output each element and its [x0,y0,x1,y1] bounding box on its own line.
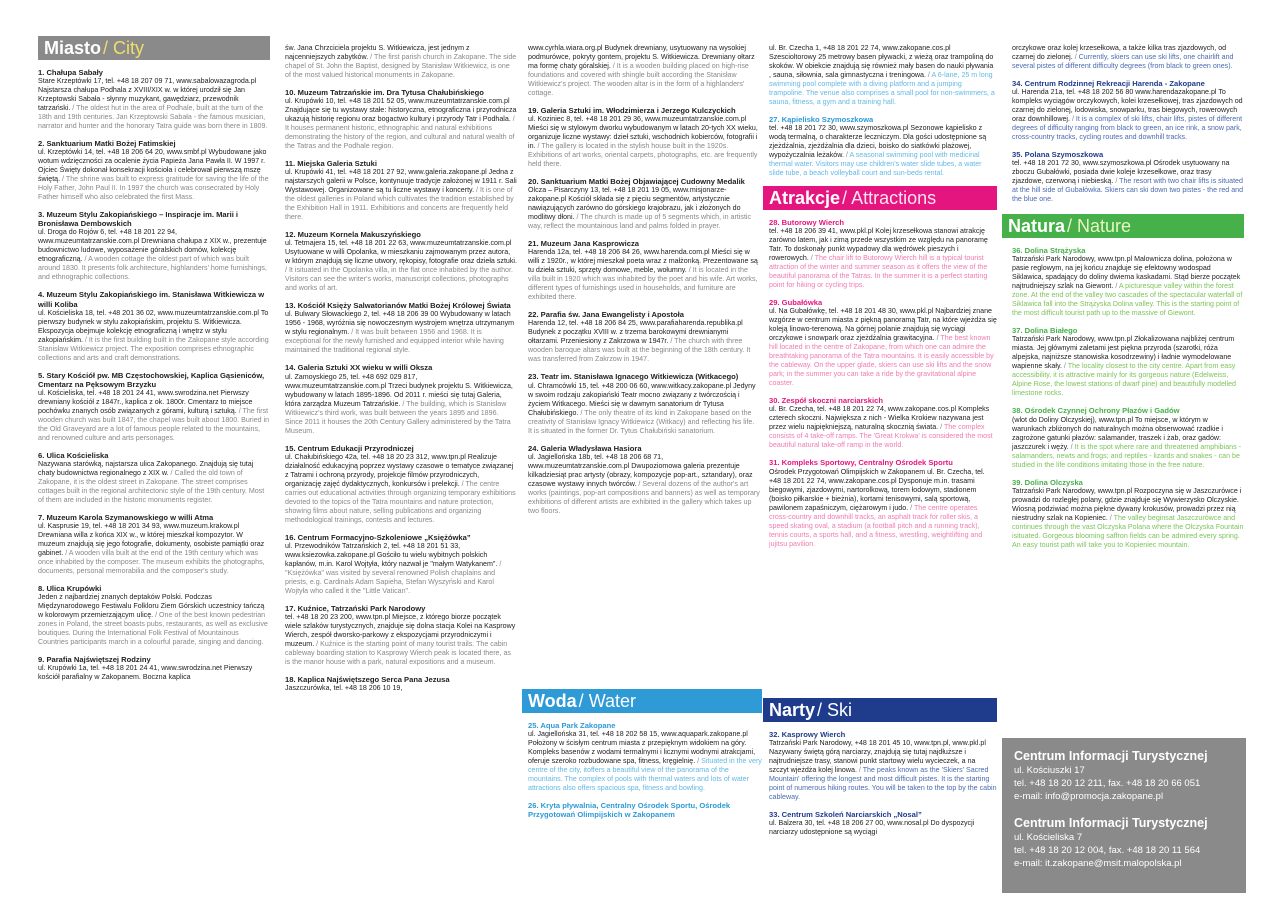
section-title-pl: Woda [528,690,577,711]
entry-text-en: The building, which is Stanisław Witkiewicz's third work, was built between the years 1895 and 1896. Since 2011 it houses the 20th Century Gallery administered by the Tatra Museum. [285,399,511,435]
entry-title: 2. Sanktuarium Matki Bożej Fatimskiej [38,139,176,149]
entry-text-en: The peaks known as the 'Skiers' Sacred Mountain' offering the longest and most difficult pistes. It is the starting point of numerous hiking routes. You will be taken to the top by the cabin cableway. [769,766,997,802]
list-item [38,513,270,576]
entry-title: 3. Muzeum Stylu Zakopiańskiego – Inspiracje im. Marii i Bronisława Dembowskich [38,210,239,229]
entry-body: ul. Kościeliska 18, tel. +48 201 36 02, www.muzeumtatrzanskie.com.pl To pierwszy budynek w stylu zakopiańskim, projektu S. Witkiewicza. Ekspozycja obejmuje kolekcję etnograficzną i wnętrz w stylu zakopiańskim. / It is the first building built in the Zakopane style according Stanisław Witkiewicz project. The exposition comprises ethnographic collections and arts and craft demonstrations. [38,308,269,362]
entry-body: ul. Krzeptówki 14, tel. +48 18 206 64 20, www.smbf.pl Wybudowane jako wotum wdzięczności za ocalenie życia Papieża Jana Pawła II. W 1997 r. Ojciec Święty dokonał konsekracji kościoła i celebrował pierwszą mszę świętą. / The shrine was built to express gratitude for saving the life of the Holy Father, John Paul II. In 1997 the church was consecrated by Holy Father himself who also celebrated the first Mass. [38,148,269,202]
entry-text-pl: ul. Krzeptówki 14, tel. +48 18 206 64 20, www.smbf.pl Wybudowane jako wotum wdzięczności za ocalenie życia Papieża Jana Pawła II. W 1997 r. Ojciec Święty dokonał konsekracji kościoła i celebrował pierwszą mszę świętą. [38,148,267,184]
entry-text-en: The gallery is located in the stylish house built in the 1920s. Exhibitions of art works, oriental carpets, photographs, etc. are frequently held there. [528,142,758,169]
entry-body: Tatrzański Park Narodowy, +48 18 201 45 10, www.tpn.pl, www.pkl.pl Nazywany świętą górą narciarzy, znajdują się tutaj najdłuższe i najtrudniejsze trasy, stanowi punkt startowy wielu wycieczek, a na szczyt wjeżdża kolej linowa. / The peaks known as the 'Skiers' Sacred Mountain' offering the longest and most difficult pistes. It is the starting point of numerous hiking routes. You will be taken to the top by the cabin cableway. [769,739,997,802]
entry-text-en: The valley beginsat Jaszczurówce and continues through the vast Olczyska Polana where the Olczyska Fountain isituated. Gorgeous blooming saffron fields can be admired every spring. An easy tourist path will take you to Kopieniec mountain. [1012,513,1244,549]
entry-text-pl: ul. Krupówki 10, tel. +48 18 201 52 05, www.muzeumtatrzanskie.com.pl Znajdujące się tu wystawy stałe: historyczna, etnograficzna i przyrodnicza ukazują historię regionu oraz bogactwo kultury i przyrody Tatr i Podhala. [285,97,517,124]
list-item [285,363,517,435]
list-item [769,218,997,290]
entry-text-pl: tel. +48 18 201 72 30, www.szymoszkowa.pl Ośrodek usytuowany na zboczu Gubałówki, posiada dwie koleje krzesełkowe, oraz trasy zjazdowe, czerwoną i niebieską. [1012,159,1230,186]
entry-text-en: Currently, skiers can use ski lifts, one chairlift and several pistes of different difficulty degrees (from black to green ones). [1012,53,1234,70]
entry-text-pl: Ośrodek Przygotowań Olimpijskich w Zakopanem ul. Br. Czecha, tel. +48 18 201 22 74, www.zakopane.cos.pl Dysponuje m.in. trasami biegowymi, zjazdowymi, nartorolkową, torem łodowym, stadionem (boisko piłkarskie + bieżnia), kortami tenisowymi, salą sportową, pawilonem zapaśniczym, ciężarowym i judo. [769,467,985,512]
entry-text-pl: Tatrzański Park Narodowy, www.tpn.pl Malownicza dolina, położona w pasie reglowym, na jej końcu znajduje się efektowny wodospad Siklawica, spadający do doliny dwiema kaskadami. Stąd bierze początek najtrudniejszy szlak na Giewont. [1012,255,1241,291]
city-entries [38,68,270,682]
attraction-entries [769,218,997,548]
section-title-pl: Atrakcje [769,187,841,208]
entry-text-pl: tel. +48 18 201 72 30, www.szymoszkowa.pl Sezonowe kąpielisko z wodą termalną, o charakterze leczniczym. Dla gości udostępnione są zjeżdżalnia, zjeżdżalnia dla dzieci, boisko do siatkówki plażowej, wypożyczalnia leżaków. [769,124,987,160]
info-title: Centrum Informacji Turystycznej [1014,749,1208,763]
entry-text-en: One of the best known pedestrian zones in Poland, the street boasts pubs, restaurants, as well as exclusive boutiques. During the International Folk Festival of Mountainous Countries participants march in a colourful parade, singing and dancing. [38,611,268,647]
entry-body: ul. Chramcówki 15, tel. +48 200 06 60, www.witkacy.zakopane.pl Jedyny w swoim rodzaju zakopiański Teatr mocno związany z twórczością i życiem Witkacego. Mieści się w dawnym sanatorium dr Tytusa Chałubińskiego. / The only theatre of its kind in Zakopane based on the creativity of Stanisław Ignacy Witkiewicz (Witkacy) and reflecting his life. It is situated in the former Dr. Tytus Chałubiński sanatorium. [528,381,756,435]
entry-text-en: The locality closest to the city centre. Apart from easy accessibility, it is attractive mainly for its gorgeous nature (Edelweiss, Alpine Rose, the lowest stations of dwarf pine) and beautifully modelled limestone rocks. [1012,362,1236,398]
section-header-attractions [763,186,997,210]
info-address: ul. Kościuszki 17 [1014,764,1085,776]
entry-text-en: It is located in the villa built in 1920 which was inhabited by the poet and his wife. Art works, different types of furnishings used in households, and furniture are exhibited there. [528,266,758,302]
entry-text-pl: Tatrzański Park Narodowy, www.tpn.pl Rozpoczyna się w Jaszczurówce i prowadzi do rozległej polany, gdzie znajduje się Wywierzysko Olczyskie. Wiosną podziwiać można piękne dywany krokusów, prowadzi przez nią niestrudny szlak na Kopieniec. [1012,486,1242,522]
entry-body: Harenda 12a, tel. +48 18 206 84 26, www.harenda.com.pl Mieści się w willi z 1920r., w której mieszkał poeta wraz z małżonką. Prezentowane są tu dzieła sztuki, sprzęty domowe, meble, wołumny. / It is located in the villa built in 1920 which was inhabited by the poet and his wife. Art works, different types of furnishings used in households, and furniture are exhibited there. [528,248,758,302]
entry-body: ul. Harenda 21a, tel. +48 18 202 56 80 www.harendazakopane.pl To kompleks wyciągów orczykowych, kolei krzesełkowej, tras zjazdowych od czarnej do zielonej, lodowiska, snowparku, tras biegowych, rowerowych oraz downhillowej. / It is a complex of ski lifts, chair lifts, pistes of different degrees of difficulty ranging from black to green, an ice rink, a snow park, cross-country tracks, cycling routes and downhill tracks. [1012,88,1243,142]
entry-text-pl: Nazywana starówką, najstarsza ulica Zakopanego. Znajdują się tutaj chaty budownictwa regionalnego z XIX w. [38,459,254,477]
list-item [38,210,270,282]
entry-text-en: "Księżówka" was visited by several renowned Polish chaplains and priests, e.g. Cardinals Adam Sapieha, Stefan Wyszyński and Karol Wojtyła who called it the "Little Vatican". [285,568,496,595]
entry-text-pl: ul. Zamoyskiego 25, tel. +48 692 029 817, www.muzeumtatrzanskie.com.pl Trzeci budynek projektu S. Witkiewicza, wybudowany w latach 1895-1896. Od 2011 r. mieści się tutaj Galeria, która zarządza Muzeum Tatrzańskie. [285,372,513,408]
column-city-water [528,44,762,820]
list-item [528,106,760,169]
entry-text-en: It houses permanent historic, ethnographic and natural exhibitions demonstrating the history of the region, and cultural and natural wealth of the Tatras and the Podhale region. [285,124,515,151]
entry-text-pl: ul. Harenda 21a, tel. +48 18 202 56 80 www.harendazakopane.pl To kompleks wyciągów orczykowych, kolei krzesełkowej, tras zjazdowych od czarnej do zielonej, lodowiska, snowparku, tras biegowych, rowerowych oraz downhillowej. [1012,88,1243,124]
entry-text-pl: tel. +48 18 20 23 200, www.tpn.pl Miejsce, z którego biorze początek wiele szlaków turystycznych, znajduje się dolna stacja Kolei na Kasprowy Wierch, zespół dworsko-parkowy z ekspozycjami przyrodniczymi i muzeum. [285,612,516,648]
entry-title: 13. Kościół Księży Salwatorianów Matki Bożej Królowej Świata [285,301,511,311]
section-title-pl: Miasto [44,37,102,58]
entry-text-pl: ul. Chramcówki 15, tel. +48 200 06 60, www.witkacy.zakopane.pl Jedyny w swoim rodzaju zakopiański Teatr mocno związany z twórczością i życiem Witkacego. Mieści się w dawnym sanatorium dr Tytusa Chałubińskiego. [528,381,756,417]
water-entries [522,721,762,819]
entry-body: ul. Jagiellońska 31, tel. +48 18 202 58 15, www.aquapark.zakopane.pl Położony w ścisłym centrum miasta z przepięknym widokiem na góry. Kompleks basenów z wodami termalnymi i licznymi wodnymi atrakcjami, oferuje szeroko rozbudowane spa, fitness, kręgielnię. / Situated in the very centre of the city, itoffers a beautiful view of the panorama of the mountains. The complex of pools with thermal waters and lots of water attractions also offers spacious spa, fitness and bowling. [528,730,762,793]
entry-text-en: Called the old town of Zakopane, it is the oldest street in Zakopane. The street comprises cottages built in the regional architectonic style of the 19th century. Most of them are included in the historic monuments register. [38,468,265,504]
entry-text-en: The centre carries out educational activities through organizing temporary exhibitions devoted to the topics of the Tatra mountains and nature protection, showing films about nature, selling publications and organizing methodological trainings, contests and lectures. [285,479,516,524]
city-entries-continued-2 [528,44,760,516]
entry-text-en: A 6-lane, 25 m long swimming pool complete with a diving platform and a jumping trampoline. The venue also comprises a small pool for non-swimmers, a sauna, fitness, a gym and a training hall. [769,71,995,106]
entry-title: 36. Dolina Strążyska [1012,246,1086,256]
entry-body: ul. Droga do Rojów 6, tel. +48 18 201 22 94, www.muzeumtatrzanskie.com.pl Drewniana chałupa z XIX w., prezentuje budownictwo ludowe, wyposażenie góralskich domów, kolekcję etnograficzną. / A wooden cottage the oldest part of which was built around 1830. It presents folk architecture, highlanders' home furnishings, and ethnographic collections. [38,228,267,282]
entry-body: ul. Br. Czecha, tel. +48 18 201 22 74, www.zakopane.cos.pl Kompleks czterech skoczni. Największa z nich - Wielka Krokiew nazywana jest przez wielu najpiękniejszą, naturalną skocznią świata. / The complex consists of 4 take-off ramps. The 'Great Krokwa' is considered the most beautiful natural take-off ramp in the world. [769,405,993,450]
entry-text-pl: ul. Na Gubałówkę, tel. +48 18 201 48 30, www.pkl.pl Najbardziej znane wzgórze w centrum miasta z piękną panoramą Tatr, na które wjeżdża się koleją linowo-terenową. Na górnej polanie znajdują się wyciągi orczykowe i snowpark oraz zjeżdżalnia grawitacyjna. [769,307,997,343]
entry-body: (wlot do Doliny Olczyskiej), www.tpn.pl To miejsce, w którym w warunkach zbliżonych do naturalnych można obserwować rzadkie i zagrożone gatunki płazów: salamander, traszek i żab, oraz gadów: jaszczurek i węży. / It is the spot where rare and threatened amphibians - salamanders, newts and frogs; and reptiles - lizards and snakes - can be studied in the life conditions imitating those in the free nature. [1012,415,1241,469]
entry-title: 35. Polana Szymoszkowa [1012,150,1104,160]
info-title: Centrum Informacji Turystycznej [1014,816,1208,831]
entry-text-pl: Tatrzański Park Narodowy, www.tpn.pl Złokalizowana najbliżej centrum miasta. Jej głównymi zaletami jest piękna przyroda (szarotki, róża alpejska, najniższe stanowiska kosodrzewiny) i ładnie wymodelowane wapienne skały. [1012,335,1235,371]
entry-body: ul. Krupówki 41, tel. +48 18 201 27 92, www.galeria.zakopane.pl Jedna z najstarszych galerii w Polsce, kontynuuje tradycje założonej w 1911 r. Sali Wystawowej. Organizowane są tu liczne wystawy i koncerty. / It is one of the oldest galleries in Poland which cultivates the tradition established by the Exhibition Hall in 1911. Exhibitions and concerts are frequently held there. [285,168,517,222]
section-header-ski [763,698,997,722]
list-item [285,230,517,293]
entry-text-pl: ul. Br. Czecha, tel. +48 18 201 22 74, www.zakopane.cos.pl Kompleks czterech skoczni. Największa z nich - Wielka Krokiew nazywana jest przez wielu najpiękniejszą, naturalną skocznią świata. [769,405,990,432]
entry-body: Tatrzański Park Narodowy, www.tpn.pl Malownicza dolina, położona w pasie reglowym, na jej końcu znajduje się efektowny wodospad Siklawica, spadający do doliny dwiema kaskadami. Stąd bierze początek najtrudniejszy szlak na Giewont. / A picturesque valley within the forest zone. At the end of the valley two cascades of the spectacular waterfall of Siklawica fall into the Strążyska Dolina valley. This is the starting point of the most difficult tourist path up to the massive of Giewont. [1012,255,1243,318]
entry-title: 37. Dolina Białego [1012,326,1078,336]
entry-body: ul. Kościeliska, tel. +48 18 201 24 41, www.swrodzina.net Pierwszy drewniany kościół z 1847r., kaplica z ok. 1800r. Cmentarz to miejsce pochówku znanych osób związanych z górami, kulturą i sztuką. / The first wooden church was built 1847, the chapel was built about 1800. Buried in the Old Graveyard are a lot of famous people related to the mountains, and renowned culture and arts personages. [38,388,270,442]
list-item [769,298,997,388]
section-title-en: / Nature [1067,215,1132,236]
list-item [769,810,997,837]
entry-body: ul. Krupówki 10, tel. +48 18 201 52 05, www.muzeumtatrzanskie.com.pl Znajdujące się tu wystawy stałe: historyczna, etnograficzna i przyrodnicza ukazują historię regionu oraz bogactwo kultury i przyrody Tatr i Podhala. / It houses permanent historic, ethnographic and natural exhibitions demonstrating the history of the region, and cultural and natural wealth of the Tatras and the Podhale region. [285,97,517,151]
entry-title: 32. Kasprowy Wierch [769,730,846,739]
entry-body: tel. +48 18 201 72 30, www.szymoszkowa.pl Sezonowe kąpielisko z wodą termalną, o charakterze leczniczym. Dla gości udostępnione są zjeżdżalnia, zjeżdżalnia dla dzieci, boisko do siatkówki plażowej, wypożyczalnia leżaków. / A seasonal swimming pool with medicinal thermal water. Visitors may use children's water slide tubes, a water slide tube, a beach volleyball court and sun-beds rental. [769,124,987,178]
entry-text-en: The church is made up of 5 segments which, in artistic way, reflect the mountainous land and palms folded in prayer. [528,213,752,231]
list-item [285,444,517,525]
entry-text-en: It is a wooden building placed on high-rise foundations and covered with shingle built according the Stanisław Witkiewicz's project. The wooden altar is in the form of a highlanders' cottage. [528,62,749,97]
entry-body: www.cyrhla.wiara.org.pl Budynek drewniany, usytuowany na wysokiej podmurówce, pokryty gontem, projektu S. Witkiewicza. Drewniany ołtarz ma formę chaty góralskiej. / It is a wooden building placed on high-rise foundations and covered with shingle built according the Stanisław Witkiewicz's project. The wooden altar is in the form of a highlanders' cottage. [528,44,755,97]
entry-text-pl: ul. Bulwary Słowackiego 2, tel. +48 18 206 39 00 Wybudowany w latach 1956 - 1968, wyróżnia się nowoczesnym wystrojem wnętrza utrzymanym w stylu regionalnym. [285,310,515,337]
list-item [769,730,997,802]
list-item [38,655,270,682]
entry-text-pl: ul. Chałubińskiego 42a, tel. +48 18 20 23 312, www.tpn.pl Realizuje działalność edukacyjną poprzez wystawy czasowe o tematyce związanej z Tatrami i ochroną przyrody, projekcje filmów przyrodniczych, organizację zajęć dydaktycznych, konkursów i prelekcji. [285,452,514,488]
entry-text-en: The only theatre of its kind in Zakopane based on the creativity of Stanisław Ignacy Witkiewicz (Witkacy) and reflecting his life. It is situated in the former Dr. Tytus Chałubiński sanatorium. [528,408,755,435]
entry-title: 6. Ulica Kościeliska [38,450,109,460]
entry-text-pl: ul. Tetmajera 15, tel. +48 18 201 22 63, www.muzeumtatrzanskie.com.pl Usytuowane w willi Opolanka, w mieszkaniu zajmowanym przez autora, w którym znajdują się liczne utwory, rękopisy, fotografie oraz dzieła sztuki. [285,239,517,266]
water-entries-continued [769,44,997,178]
entry-text-en: It is a complex of ski lifts, chair lifts, pistes of different degrees of difficulty ranging from black to green, an ice rink, a snow park, cross-country tracks, cycling routes and downhill tracks. [1012,115,1243,142]
entry-title: 21. Muzeum Jana Kasprowicza [528,239,639,249]
entry-title: 39. Dolina Olczyska [1012,477,1083,487]
list-item [285,604,517,667]
entry-body: ul. Bulwary Słowackiego 2, tel. +48 18 206 39 00 Wybudowany w latach 1956 - 1968, wyróżnia się nowoczesnym wystrojem wnętrza utrzymanym w stylu regionalnym. / It was built between 1956 and 1968. It is exceptional for the newly furnished and equipped interior while having maintained the traditional regional style. [285,310,515,355]
entry-text-pl: św. Jana Chrzciciela projektu S. Witkiewicza, jest jednym z najcenniejszych zabytków. [285,44,470,61]
entry-text-en: A picturesque valley within the forest zone. At the end of the valley two cascades of the spectacular waterfall of Siklawica fall into the Strążyska Dolina valley. This is the starting point of the most difficult tourist path up to the massive of Giewont. [1012,282,1243,318]
entry-title: 15. Centrum Edukacji Przyrodniczej [285,443,414,453]
list-item [528,372,760,435]
entry-text-en: The first wooden church was built 1847, the chapel was built about 1800. Buried in the Old Graveyard are a lot of famous people related to the mountains, and renowned culture and arts personages. [38,406,270,442]
list-item [528,444,760,516]
entry-body: Nazywana starówką, najstarsza ulica Zakopanego. Znajdują się tutaj chaty budownictwa regionalnego z XIX w. / Called the old town of Zakopane, it is the oldest street in Zakopane. The street comprises cottages built in the regional architectonic style of the 19th century. Most of them are included in the historic monuments register. [38,459,265,504]
entry-body: Tatrzański Park Narodowy, www.tpn.pl Rozpoczyna się w Jaszczurówce i prowadzi do rozległej polany, gdzie znajduje się Wywierzysko Olczyskie. Wiosną podziwiać można piękne dywany krokusów, prowadzi przez nią niestrudny szlak na Kopieniec. / The valley beginsat Jaszczurówce and continues through the vast Olczyska Polana where the Olczyska Fountain isituated. Gorgeous blooming saffron fields can be admired every spring. An easy tourist path will take you to Kopieniec mountain. [1012,486,1244,549]
entry-title: 31. Kompleks Sportowy, Centralny Ośrodek Sportu [769,458,953,468]
list-item [528,721,762,793]
entry-text-pl: ul. Jagiellońska 18b, tel. +48 18 206 68 71, www.muzeumtatrzanskie.com.pl Dwupoziomowa galeria prezentuje kilkadziesiąt prac artysty (obrazy, kompozycje pop-art., sztandary), oraz czasowe wystawy innych twórców. [528,452,753,488]
entry-text-en: It isituated in the Opolanka villa, in the flat once inhabited by the author. Visitors can see the writer's works, manuscript collections, photographs and works of art. [285,266,513,293]
list-item [38,584,270,647]
section-header-nature [1002,214,1244,238]
section-title-pl: Narty [769,699,816,720]
entry-title: 28. Butorowy Wierch [769,218,845,228]
list-item [285,301,517,355]
entry-body: ul. Jagiellońska 18b, tel. +48 18 206 68 71, www.muzeumtatrzanskie.com.pl Dwupoziomowa galeria prezentuje kilkadziesiąt prac artysty (obrazy, kompozycje pop-art., sztandary), oraz czasowe wystawy innych twórców. / Several dozens of the author's art works (paintings, pop-art compositions and banners) as well as temporary exhibitions of different artists are exhibited in the gallery which takes up two floors. [528,452,760,515]
entry-text-pl: ul. Krupówki 1a, tel. +48 18 201 24 41, www.swrodzina.net Pierwszy kościół parafialny w Zakopanem. Boczna kaplica [38,664,253,682]
entry-text-pl: Stare Krzeptówki 17, tel. +48 18 207 09 71, www.sabalowazagroda.pl Najstarsza chałupa Podhala z XVIII/XIX w. w której urodził się Jan Krzeptowski Sabała - słynny muzykant, gawędziarz, przewodnik tatrzański. [38,77,257,113]
entry-title: 9. Parafia Najświętszej Rodziny [38,655,151,665]
section-header-city [38,36,270,60]
entry-text-en: The chair lift to Butorowy Wierch hill is a typical tourist attraction of the winter and summer season as it offers the view of the beautiful panorama of the Tatras. In the summer it is a perfect starting point for hiking or cycling trips. [769,254,988,290]
entry-body: Harenda 12, tel. +48 18 206 84 25, www.parafiaharenda.republika.pl Budynek z początku XVIII w. z trzema barokowymi drewnianymi ołtarzami. Przeniesiony z Zakrzowa w 1947r. / The church with three wooden baroque altars was built at the beginning of the 18th century. It was transferred from Zakrzow in 1947. [528,319,751,364]
list-item [285,675,517,693]
entry-text-en: It was built between 1956 and 1968. It is exceptional for the newly furnished and equipped interior while having maintained the traditional regional style. [285,328,504,355]
entry-title: 14. Galeria Sztuki XX wieku w willi Oksza [285,363,433,373]
entry-title: 10. Muzeum Tatrzańskie im. Dra Tytusa Chałubińskiego [285,88,484,97]
entry-title: 33. Centrum Szkoleń Narciarskich „Nosal” [769,810,922,820]
info-phone: tel. +48 18 20 12 211, fax. +48 18 20 66 051 [1014,777,1201,789]
entry-title: 23. Teatr im. Stanisława Ignacego Witkiewicza (Witkacego) [528,372,739,382]
entry-text-pl: Tatrzański Park Narodowy, +48 18 201 45 10, www.tpn.pl, www.pkl.pl Nazywany świętą górą narciarzy, znajdują się tutaj najdłuższe i najtrudniejsze trasy, stanowi punkt startowy wielu wycieczek, a na szczyt wjeżdża kolej linowa. [769,739,986,775]
info-blocks [1014,748,1234,871]
info-block [1014,748,1234,803]
entry-title: 16. Centrum Formacyjno-Szkoleniowe „Księżówka” [285,532,471,542]
list-item [1012,246,1244,318]
entry-body [769,819,997,837]
entry-text-en: The centre operates cross-country and downhill tracks, an asphalt track for roller skis, a speed skating oval, a stadium (a football pitch and a running track), tennis courts, a sports hall, and a fitness, wrestling, weightlifting and jujitsu pavilion. [769,503,983,548]
entry-text-pl: www.cyrhla.wiara.org.pl Budynek drewniany, usytuowany na wysokiej podmurówce, pokryty gontem, projektu S. Witkiewicza. Drewniany ołtarz ma formę chaty góralskiej. [528,44,755,70]
entry-body: ul. Tetmajera 15, tel. +48 18 201 22 63, www.muzeumtatrzanskie.com.pl Usytuowane w willi Opolanka, w mieszkaniu zajmowanym przez autora, w którym znajdują się liczne utwory, rękopisy, fotografie oraz dzieła sztuki. / It isituated in the Opolanka villa, in the flat once inhabited by the author. Visitors can see the writer's works, manuscript collections, photographs and works of art. [285,239,517,293]
entry-text-en: A seasonal swimming pool with medicinal thermal water. Visitors may use children's water slide tubes, a water slide tube, a beach volleyball court and sun-beds rental. [769,151,982,178]
entry-text-pl: Harenda 12, tel. +48 18 206 84 25, www.parafiaharenda.republika.pl Budynek z początku XVIII w. z trzema barokowymi drewnianymi ołtarzami. Przeniesiony z Zakrzowa w 1947r. [528,319,743,346]
entry-title: 25. Aqua Park Zakopane [528,721,616,730]
entry-text-pl: Jaszczurówka, tel. +48 18 206 10 19, [285,683,403,692]
entry-body: Stare Krzeptówki 17, tel. +48 18 207 09 71, www.sabalowazagroda.pl Najstarsza chałupa Podhala z XVIII/XIX w. w której urodził się Jan Krzeptowski Sabała - słynny muzykant, gawędziarz, przewodnik tatrzański. / The oldest hut in the area of Podhale, built at the turn of the 18th and 19th centuries. Jan Krzeptowski Sabała - the famous musician, narrator and hunter and the honorary Tatra guide was born there in 1809. [38,77,268,131]
entry-body: Olcza – Pisarczyny 13, tel. +48 18 201 19 05, www.misjonarze-zakopane.pl Kościół składa się z pięciu segmentów, artystycznie nawiązujących zarówno do górskiego krajobrazu, jak i złożonych do modlitwy dłoni. / The church is made up of 5 segments which, in artistic way, reflect the mountainous land and palms folded in prayer. [528,186,752,231]
entry-text-en: A wooden cottage the oldest part of which was built around 1830. It presents folk architecture, highlanders' home furnishings, and ethnographic collections. [38,255,267,282]
entry-text-en: It is the spot where rare and threatened amphibians - salamanders, newts and frogs; and reptiles - lizards and snakes - can be studied in the life conditions imitating those in the free nature. [1012,442,1241,469]
list-item [528,44,760,98]
entry-text-pl: Harenda 12a, tel. +48 18 206 84 26, www.harenda.com.pl Mieści się w willi z 1920r., w której mieszkał poeta wraz z małżonką. Prezentowane są tu dzieła sztuki, sprzęty domowe, meble, wołumny. [528,248,758,275]
entry-body: ul. Zamoyskiego 25, tel. +48 692 029 817, www.muzeumtatrzanskie.com.pl Trzeci budynek projektu S. Witkiewicza, wybudowany w latach 1895-1896. Od 2011 r. mieści się tutaj Galeria, która zarządza Muzeum Tatrzańskie. / The building, which is Stanisław Witkiewicz's third work, was built between the years 1895 and 1896. Since 2011 it houses the 20th Century Gallery administered by the Tatra Museum. [285,372,513,435]
entry-text-pl: tel. +48 18 206 39 41, www.pkl.pl Kolej krzesełkowa stanowi atrakcję zarówno latem, jak i zimą przede wszystkim ze względu na panoramę Tatr. To doskonały punkt wypadowy dla wędrówek pieszych i rowerowych. [769,227,988,263]
entry-title: 18. Kaplica Najświętszego Serca Pana Jezusa [285,674,450,684]
list-item [528,801,762,819]
list-item [1012,44,1244,71]
entry-title: 34. Centrum Rodzinnej Rekreacji Harenda - Zakopane [1012,79,1205,88]
entry-body: ul. Chałubińskiego 42a, tel. +48 18 20 23 312, www.tpn.pl Realizuje działalność edukacyjną poprzez wystawy czasowe o tematyce związanej z Tatrami i ochroną przyrody, projekcje filmów przyrodniczych, organizację zajęć dydaktycznych, konkursów i prelekcji. / The centre carries out educational activities through organizing temporary exhibitions devoted to the topics of the Tatra mountains and nature protection, showing films about nature, selling publications and organizing methodological trainings, contests and lectures. [285,452,516,524]
list-item [1012,79,1244,142]
entry-title: 17. Kuźnice, Tatrzański Park Narodowy [285,603,426,613]
ski-entries-continued [1012,44,1244,204]
entry-text-en: Several dozens of the author's art works (paintings, pop-art compositions and banners) as well as temporary exhibitions of different artists are exhibited in the gallery which takes up two floors. [528,479,760,515]
entry-title: 26. Kryta pływalnia, Centralny Ośrodek Sportu, Ośrodek Przygotowań Olimpijskich w Zakopanem [528,801,731,820]
entry-text-pl: ul. Kościeliska, tel. +48 18 201 24 41, www.swrodzina.net Pierwszy drewniany kościół z 1847r., kaplica z ok. 1800r. Cmentarz to miejsce pochówku znanych osób związanych z górami, kulturą i sztuką. [38,388,253,415]
section-title-pl: Natura [1008,215,1066,236]
list-item [38,290,270,362]
column-city [38,36,270,690]
entry-title: 1. Chałupa Sabały [38,68,103,77]
list-item [38,139,270,202]
entry-text-pl: ul. Droga do Rojów 6, tel. +48 18 201 22 94, www.muzeumtatrzanskie.com.pl Drewniana chałupa z XIX w., prezentuje budownictwo ludowe, wyposażenie góralskich domów, kolekcję etnograficzną. [38,228,267,264]
list-item [285,88,517,151]
entry-title: 4. Muzeum Stylu Zakopiańskiego im. Stanisława Witkiewicza w willi Koliba [38,290,265,309]
entry-text-en: The shrine was built to express gratitude for saving the life of the Holy Father, John Paul II. In 1997 the church was consecrated by Holy Father himself who also celebrated the first Mass. [38,175,269,202]
entry-text-en: The church with three wooden baroque altars was built at the beginning of the 18th century. It was transferred from Zakrzow in 1947. [528,337,751,364]
entry-text-en: The oldest hut in the area of Podhale, built at the turn of the 18th and 19th centuries. Jan Krzeptowski Sabała - the famous musician, narrator and hunter and the honorary Tatra guide was born there in 1809. [38,104,268,131]
entry-text-en: The resort with two chair lifts is situated at the hill side of Gubałówka. Skiers can ski down two pistes - the red and the blue one. [1012,177,1244,204]
section-title-en: / Ski [817,699,853,720]
entry-text-pl: ul. Br. Czecha 1, +48 18 201 22 74, www.zakopane.cos.pl Szescioltorowy 25 metrowy basen pływacki, z wieżą oraz trampoliną do skoków. W obiekcie znajdują się również mały basen do nauki pływania , sauna, siłownia, sala gimnastyczna i treningowa. [769,44,994,79]
entry-title: 27. Kąpielisko Szymoszkowa [769,115,874,124]
entry-text-pl: ul. Koziniec 8, tel. +48 18 201 29 36, www.muzeumtatrzanskie.com.pl Mieści się w stylowym dworku wybudowanym w latach 20-tych XX wieku, organizuje liczne wystawy: dzieł sztuki, wschodnich kobierców, fotografii i in. [528,115,758,151]
list-item [1012,326,1244,398]
entry-text-en: The complex consists of 4 take-off ramps. The 'Great Krokwa' is considered the most beautiful natural take-off ramp in the world. [769,423,993,450]
list-item [38,371,270,443]
entry-text-en: A wooden villa built at the end of the 19th century which was once inhabited by the composer. The museum exhibits the photographs, documents, personal memorabilia and the composer's study. [38,549,265,576]
column-ski-nature [1008,44,1244,869]
entry-body: ul. Na Gubałówkę, tel. +48 18 201 48 30, www.pkl.pl Najbardziej znane wzgórze w centrum miasta z piękną panoramą Tatr, na które wjeżdża się koleją linowo-terenową. Na górnej polanie znajdują się wyciągi orczykowe i snowpark oraz zjeżdżalnia grawitacyjna. / The best known hill located in the centre of Zakopane, from which one can admire the breathtaking panorama of the Tatra mountains. It is easily accessible by the cableway. On the upper glade, skiers can use ski lifts and the snow park; in the summer you can take a ride by the gravitational alpine coaster. [769,307,997,388]
list-item [528,310,760,364]
entry-text-en: It is one of the oldest galleries in Poland which cultivates the tradition established by the Exhibition Hall in 1911. Exhibitions and concerts are frequently held there. [285,186,514,222]
info-phone: tel. +48 18 20 12 004, fax. +48 18 20 11 564 [1014,845,1201,856]
entry-body: ul. Kasprusie 19, tel. +48 18 201 34 93, www.muzeum.krakow.pl Drewniana willa z końca XIX w., w której mieszkał kompozytor. W muzeum znajdują się jego fotografie, dokumenty, osobiste pamiątki oraz gabinet. / A wooden villa built at the end of the 19th century which was once inhabited by the composer. The museum exhibits the photographs, documents, personal memorabilia and the composer's study. [38,522,265,576]
section-title-en: / Water [578,690,637,711]
list-item [769,115,997,178]
section-title-en: / Attractions [842,187,937,208]
entry-title: 29. Gubałówka [769,298,823,308]
entry-text-en: The best known hill located in the centre of Zakopane, from which one can admire the breathtaking panorama of the Tatra mountains. It is easily accessible by the cableway. On the upper glade, skiers can use ski lifts and the snow park; in the summer you can take a ride by the gravitational alpine coaster. [769,334,994,388]
list-item [38,451,270,505]
entry-body: Jeden z najbardziej znanych deptaków Polski. Podczas Międzynarodowego Festiwalu Folkloru Ziem Górskich uczestnicy tańczą w kolorowym przemierzającym ulicę. / One of the best known pedestrian zones in Poland, the street boasts pubs, restaurants, as well as exclusive boutiques. During the International Folk Festival of Mountainous Countries participants march in a colourful parade, singing and dancing. [38,593,268,647]
entry-title: 19. Galeria Sztuki im. Włodzimierza i Jerzego Kulczyckich [528,106,736,115]
nature-entries [1012,246,1244,549]
list-item [769,44,997,107]
list-item [1012,406,1244,469]
entry-text-pl: Jeden z najbardziej znanych deptaków Polski. Podczas Międzynarodowego Festiwalu Folkloru Ziem Górskich uczestnicy tańczą w kolorowym przemierzającym ulicę. [38,593,265,620]
info-email: e-mail: it.zakopane@msit.malopolska.pl [1014,857,1182,869]
entry-text-pl: (wlot do Doliny Olczyskiej), www.tpn.pl To miejsce, w którym w warunkach zbliżonych do naturalnych można obserwować rzadkie i zagrożone gatunki płazów: salamander, traszek i żab, oraz gadów: jaszczurek i węży. [1012,415,1223,451]
entry-body: ul. Koziniec 8, tel. +48 18 201 29 36, www.muzeumtatrzanskie.com.pl Mieści się w stylowym dworku wybudowanym w latach 20-tych XX wieku, organizuje liczne wystawy: dzieł sztuki, wschodnich kobierców, fotografii i in. / The gallery is located in the stylish house built in the 1920s. Exhibitions of art works, oriental carpets, photographs, etc. are frequently held there. [528,115,758,169]
entry-body: Ośrodek Przygotowań Olimpijskich w Zakopanem ul. Br. Czecha, tel. +48 18 201 22 74, www.zakopane.cos.pl Dysponuje m.in. trasami biegowymi, zjazdowymi, nartorolkową, torem łodowym, stadionem (boisko piłkarskie + bieżnia), kortami tenisowymi, salą sportową, pawilonem zapaśniczym, ciężarowym i judo. / The centre operates cross-country and downhill tracks, an asphalt track for roller skis, a speed skating oval, a stadium (a football pitch and a running track), tennis courts, a sports hall, and a fitness, wrestling, weightlifting and jujitsu pavilion. [769,467,985,548]
column-attractions-ski [769,44,997,837]
entry-body: tel. +48 18 201 72 30, www.szymoszkowa.pl Ośrodek usytuowany na zboczu Gubałówki, posiada dwie koleje krzesełkowe, oraz trasy zjazdowe, czerwoną i niebieską. / The resort with two chair lifts is situated at the hill side of Gubałówka. Skiers can ski down two pistes - the red and the blue one. [1012,159,1244,204]
list-item [769,396,997,450]
entry-body: św. Jana Chrzciciela projektu S. Witkiewicza, jest jednym z najcenniejszych zabytków. / The first parish church in Zakopane. The side chapel of St. John the Baptist, designed by Stanisław Witkiewicz, is one of the most valued historical monuments in Zakopane. [285,44,517,79]
list-item [285,44,517,80]
section-title-en: / City [103,37,145,58]
info-email: e-mail: info@promocja.zakopane.pl [1014,790,1164,802]
entry-text-pl: ul. Kasprusie 19, tel. +48 18 201 34 93, www.muzeum.krakow.pl Drewniana willa z końca XIX w., w której mieszkał kompozytor. W muzeum znajdują się jego fotografie, dokumenty, osobiste pamiątki oraz gabinet. [38,522,265,558]
list-item [528,177,760,231]
entry-title: 20. Sanktuarium Matki Bożej Objawiającej Cudowny Medalik [528,177,745,187]
list-item [285,159,517,222]
entry-title: 7. Muzeum Karola Szymanowskiego w willi Atma [38,512,214,522]
tourist-info-box [1002,738,1246,893]
entry-text-pl: ul. Jagiellońska 31, tel. +48 18 202 58 15, www.aquapark.zakopane.pl Położony w ścisłym centrum miasta z przepięknym widokiem na góry. Kompleks basenów z wodami termalnymi i licznymi wodnymi atrakcjami, oferuje szeroko rozbudowane spa, fitness, kręgielnię. [528,730,756,766]
entry-title: 12. Muzeum Kornela Makuszyńskiego [285,230,421,240]
list-item [528,239,760,302]
entry-title: 38. Ośrodek Czynnej Ochrony Płazów i Gadów [1012,406,1180,416]
list-item [769,458,997,548]
entry-body: ul. Br. Czecha 1, +48 18 201 22 74, www.zakopane.cos.pl Szescioltorowy 25 metrowy basen pływacki, z wieżą oraz trampoliną do skoków. W obiekcie znajdują się również mały basen do nauki pływania , sauna, siłownia, sala gimnastyczna i treningowa. / A 6-lane, 25 m long swimming pool complete with a diving platform and a jumping trampoline. The venue also comprises a small pool for non-swimmers, a sauna, fitness, a gym and a training hall. [769,44,995,106]
entry-body: tel. +48 18 20 23 200, www.tpn.pl Miejsce, z którego biorze początek wiele szlaków turystycznych, znajduje się dolna stacja Kolei na Kasprowy Wierch, zespół dworsko-parkowy z ekspozycjami przyrodniczymi i muzeum. / Kuźnice is the starting point of many tourist trails. The cabin cableway boarding station to Kasprowy Wierch peak is located there, as is the manor house with a park, natural expositions and a museum. [285,612,516,666]
city-entries-continued [285,44,517,693]
section-header-water [522,689,762,713]
entry-body: ul. Przewodników Tatrzańskich 2, tel. +48 18 201 51 33, www.ksiezowka.zakopane.pl Gościło tu wielu wybitnych polskich kapłanów, m.in. Karol Wojtyła, który nazwał je "małym Watykanem". / "Księżówka" was visited by several renowned Polish chaplains and priests, e.g. Cardinals Adam Sapieha, Stefan Wyszyński and Karol Wojtyła who called it the "Little Vatican". [285,541,502,595]
entry-text-pl: orczykowe oraz kolej krzesełkowa, a także kilka tras zjazdowych, od czarnej do zielonej. [1012,44,1227,61]
entry-text-en: Kuźnice is the starting point of many tourist trails. The cabin cableway boarding station to Kasprowy Wierch peak is located there, as is the manor house with a park, natural expositions and a museum. [285,639,511,666]
info-address: ul. Kościeliska 7 [1014,832,1083,844]
list-item [1012,150,1244,204]
entry-text-pl: ul. Balzera 30, tel. +48 18 206 27 00, www.nosal.pl Do dyspozycji narciarzy udostępnione są wyciągi [769,819,975,837]
entry-title: 11. Miejska Galeria Sztuki [285,159,378,169]
entry-title: 22. Parafia św. Jana Ewangelisty i Apostoła [528,310,685,320]
entry-title: 5. Stary Kościół pw. MB Częstochowskiej, Kaplica Gąsieniców, Cmentarz na Pęksowym Brzyzku [38,370,265,389]
entry-body: Tatrzański Park Narodowy, www.tpn.pl Złokalizowana najbliżej centrum miasta. Jej głównymi zaletami jest piękna przyroda (szarotki, róża alpejska, najniższe stanowiska kosodrzewiny) i ładnie wymodelowane wapienne skały. / The locality closest to the city centre. Apart from easy accessibility, it is attractive mainly for its gorgeous nature (Edelweiss, Alpine Rose, the lowest stations of dwarf pine) and beautifully modelled limestone rocks. [1012,335,1236,398]
entry-text-pl: ul. Przewodników Tatrzańskich 2, tel. +48 18 201 51 33, www.ksiezowka.zakopane.pl Gościło tu wielu wybitnych polskich kapłanów, m.in. Karol Wojtyła, który nazwał je "małym Watykanem". [285,541,498,568]
entry-title: 24. Galeria Władysława Hasiora [528,443,642,453]
ski-entries [763,730,997,837]
list-item [285,533,517,596]
entry-text-en: Situated in the very centre of the city, itoffers a beautiful view of the panorama of the mountains. The complex of pools with thermal waters and lots of water attractions also offers spacious spa, fitness and bowling. [528,757,762,793]
info-block [1014,815,1234,870]
entry-body [38,664,270,682]
entry-text-pl: ul. Kościeliska 18, tel. +48 201 36 02, www.muzeumtatrzanskie.com.pl To pierwszy budynek w stylu zakopiańskim, projektu S. Witkiewicza. Ekspozycja obejmuje kolekcję etnograficzną i wnętrz w stylu zakopiańskim. [38,308,269,344]
list-item [38,68,270,131]
entry-title: 8. Ulica Krupówki [38,584,102,594]
entry-text-en: The first parish church in Zakopane. The side chapel of St. John the Baptist, designed by Stanisław Witkiewicz, is one of the most valued historical monuments in Zakopane. [285,53,517,79]
entry-text-pl: Olcza – Pisarczyny 13, tel. +48 18 201 19 05, www.misjonarze-zakopane.pl Kościół składa się z pięciu segmentów, artystycznie nawiązujących zarówno do górskiego krajobrazu, jak i złożonych do modlitwy dłoni. [528,186,741,222]
entry-title: 30. Zespół skoczni narciarskich [769,396,883,406]
entry-body: tel. +48 18 206 39 41, www.pkl.pl Kolej krzesełkowa stanowi atrakcję zarówno latem, jak i zimą przede wszystkim ze względu na panoramę Tatr. To doskonały punkt wypadowy dla wędrówek pieszych i rowerowych. / The chair lift to Butorowy Wierch hill is a typical tourist attraction of the winter and summer season as it offers the view of the beautiful panorama of the Tatras. In the summer it is a perfect starting point for hiking or cycling trips. [769,227,988,290]
entry-body [285,684,517,693]
list-item [1012,478,1244,550]
entry-text-en: It is the first building built in the Zakopane style according Stanisław Witkiewicz project. The exposition comprises ethnographic collections and arts and craft demonstrations. [38,335,269,362]
column-city-continued [285,44,517,701]
entry-text-pl: ul. Krupówki 41, tel. +48 18 201 27 92, www.galeria.zakopane.pl Jedna z najstarszych galerii w Polsce, kontynuuje tradycje założonej w 1911 r. Sali Wystawowej. Organizowane są tu liczne wystawy i koncerty. [285,168,517,195]
entry-body: orczykowe oraz kolej krzesełkowa, a także kilka tras zjazdowych, od czarnej do zielonej. / Currently, skiers can use ski lifts, one chairlift and several pistes of different difficulty degrees (from black to green ones). [1012,44,1234,70]
